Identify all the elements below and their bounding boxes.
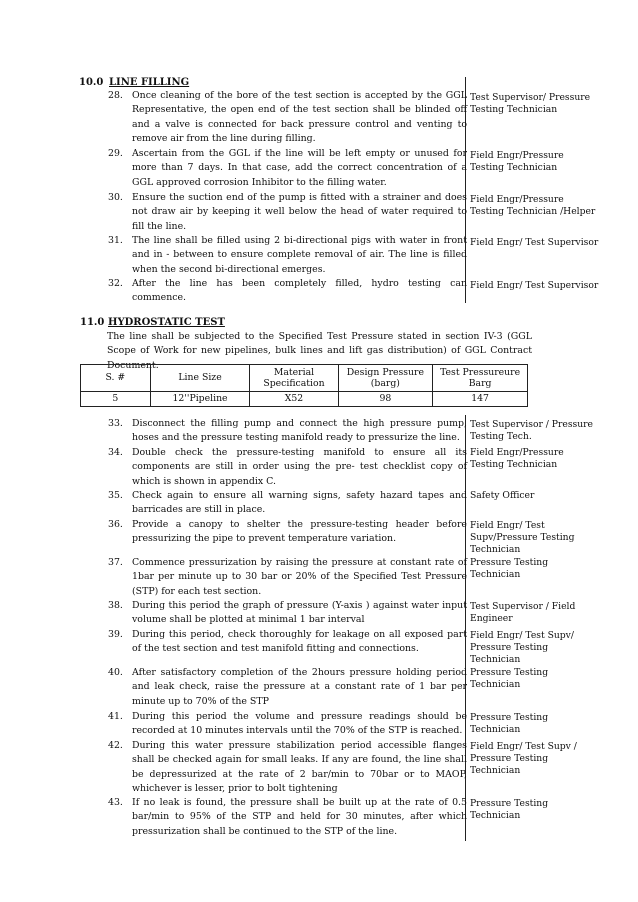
item-responsibility: Safety Officer [470, 490, 535, 501]
section-intro: The line shall be subjected to the Specified Test Pressure stated in section IV-3 (GGL Scope of Work for new pipelines, bulk lines and lift gas distribution) of GGL Contract Document. [107, 331, 532, 371]
item-responsibility: Test Supervisor / Pressure Testing Tech. [470, 419, 593, 443]
table-row [81, 392, 528, 407]
item-number: 35. [108, 490, 123, 501]
item-responsibility: Field Engr/ Test Supv/ Pressure Testing Technician [470, 630, 574, 666]
item-text: Disconnect the filling pump and connect the high pressure pump, hoses and the pressure testing manifold ready to pressurize the line. [132, 418, 467, 444]
item-text: Once cleaning of the bore of the test section is accepted by the GGL Representative, the open end of the test section shall be blinded off and a valve is connected for back pressure control and venting to remove air from the line during filling. [132, 90, 467, 145]
table-cell: 147 [433, 392, 528, 407]
table-cell: 98 [338, 392, 433, 407]
item-number: 38. [108, 600, 123, 611]
item-responsibility: Field Engr/Pressure Testing Technician /Helper [470, 194, 596, 218]
item-text: Ensure the suction end of the pump is fitted with a strainer and does not draw air by keeping it well below the head of water required to fill the line. [132, 192, 467, 232]
item-text: The line shall be filled using 2 bi-directional pigs with water in front and in - between to ensure complete removal of air. The line is filled when the second bi-directional emerges. [132, 235, 467, 275]
item-number: 28. [108, 90, 123, 101]
item-text: During this period the graph of pressure (Y-axis ) against water input volume shall be plotted at minimal 1 bar interval [132, 600, 467, 626]
section-title: HYDROSTATIC TEST [108, 317, 225, 328]
item-number: 39. [108, 629, 123, 640]
item-text: If no leak is found, the pressure shall be built up at the rate of 0.5 bar/min to 95% of the STP and held for 30 minutes, after which pressurization shall be continued to the STP of the line. [132, 797, 467, 837]
item-number: 32. [108, 278, 123, 289]
pressure-spec-table [80, 364, 528, 407]
table-header-cell: Design Pressure (barg) [338, 365, 433, 392]
item-responsibility: Pressure Testing Technician [470, 712, 549, 736]
table-header-cell: Material Specification [250, 365, 338, 392]
item-responsibility: Pressure Testing Technician [470, 798, 549, 822]
table-cell: 5 [81, 392, 151, 407]
item-text: Double check the pressure-testing manifold to ensure all its components are still in order using the pre- test checklist copy of which is shown in appendix C. [132, 447, 467, 487]
item-responsibility: Pressure Testing Technician [470, 667, 549, 691]
section-number: 11.0 [80, 317, 105, 328]
item-responsibility: Field Engr/ Test Supv / Pressure Testing Technician [470, 741, 577, 777]
table-header-row [81, 365, 528, 392]
item-text: During this water pressure stabilization period accessible flanges shall be checked again for small leaks. If any are found, the line shall be depressurized at the rate of 2 bar/min to 70bar or to MAOP, whichever is lesser, prior to bolt tightening [132, 740, 467, 795]
item-text: After satisfactory completion of the 2hours pressure holding period and leak check, raise the pressure at a constant rate of 1 bar per minute up to 70% of the STP [132, 667, 467, 707]
item-text: During this period the volume and pressure readings should be recorded at 10 minutes intervals until the 70% of the STP is reached. [132, 711, 467, 737]
item-responsibility: Field Engr/ Test Supervisor [470, 237, 599, 248]
item-number: 33. [108, 418, 123, 429]
table-cell: 12''Pipeline [150, 392, 250, 407]
item-number: 31. [108, 235, 123, 246]
item-responsibility: Test Supervisor/ Pressure Testing Technician [470, 92, 591, 116]
item-text: Check again to ensure all warning signs, safety hazard tapes and barricades are still in place. [132, 490, 467, 516]
section-11-heading [80, 317, 225, 328]
item-text: During this period, check thoroughly for leakage on all exposed part of the test section and test manifold fitting and connections. [132, 629, 467, 655]
table-cell: X52 [250, 392, 338, 407]
item-text: Ascertain from the GGL if the line will be left empty or unused for more than 7 days. In that case, add the correct concentration of a GGL approved corrosion Inhibitor to the filling water. [132, 148, 467, 188]
item-number: 29. [108, 148, 123, 159]
table-header-cell: Line Size [150, 365, 250, 392]
item-text: After the line has been completely filled, hydro testing can commence. [132, 278, 467, 304]
section-10-heading [79, 77, 189, 88]
item-responsibility: Field Engr/ Test Supv/Pressure Testing Technician [470, 520, 575, 556]
item-responsibility: Field Engr/Pressure Testing Technician [470, 447, 564, 471]
item-text: Provide a canopy to shelter the pressure-testing header before pressurizing the pipe to prevent temperature variation. [132, 519, 467, 545]
item-responsibility: Field Engr/Pressure Testing Technician [470, 150, 564, 174]
item-number: 37. [108, 557, 123, 568]
section-title: LINE FILLING [109, 77, 190, 88]
item-responsibility: Pressure Testing Technician [470, 557, 549, 581]
item-number: 41. [108, 711, 123, 722]
table-header-cell: Test Pressureure Barg [433, 365, 528, 392]
item-number: 34. [108, 447, 123, 458]
item-number: 30. [108, 192, 123, 203]
item-number: 42. [108, 740, 123, 751]
table-header-cell: S. # [81, 365, 151, 392]
item-number: 40. [108, 667, 123, 678]
section-number: 10.0 [79, 77, 104, 88]
item-text: Commence pressurization by raising the pressure at constant rate of 1bar per minute up to 30 bar or 20% of the Specified Test Pressure (STP) for each test section. [132, 557, 467, 597]
item-responsibility: Field Engr/ Test Supervisor [470, 280, 599, 291]
item-responsibility: Test Supervisor / Field Engineer [470, 601, 576, 625]
item-number: 36. [108, 519, 123, 530]
item-number: 43. [108, 797, 123, 808]
